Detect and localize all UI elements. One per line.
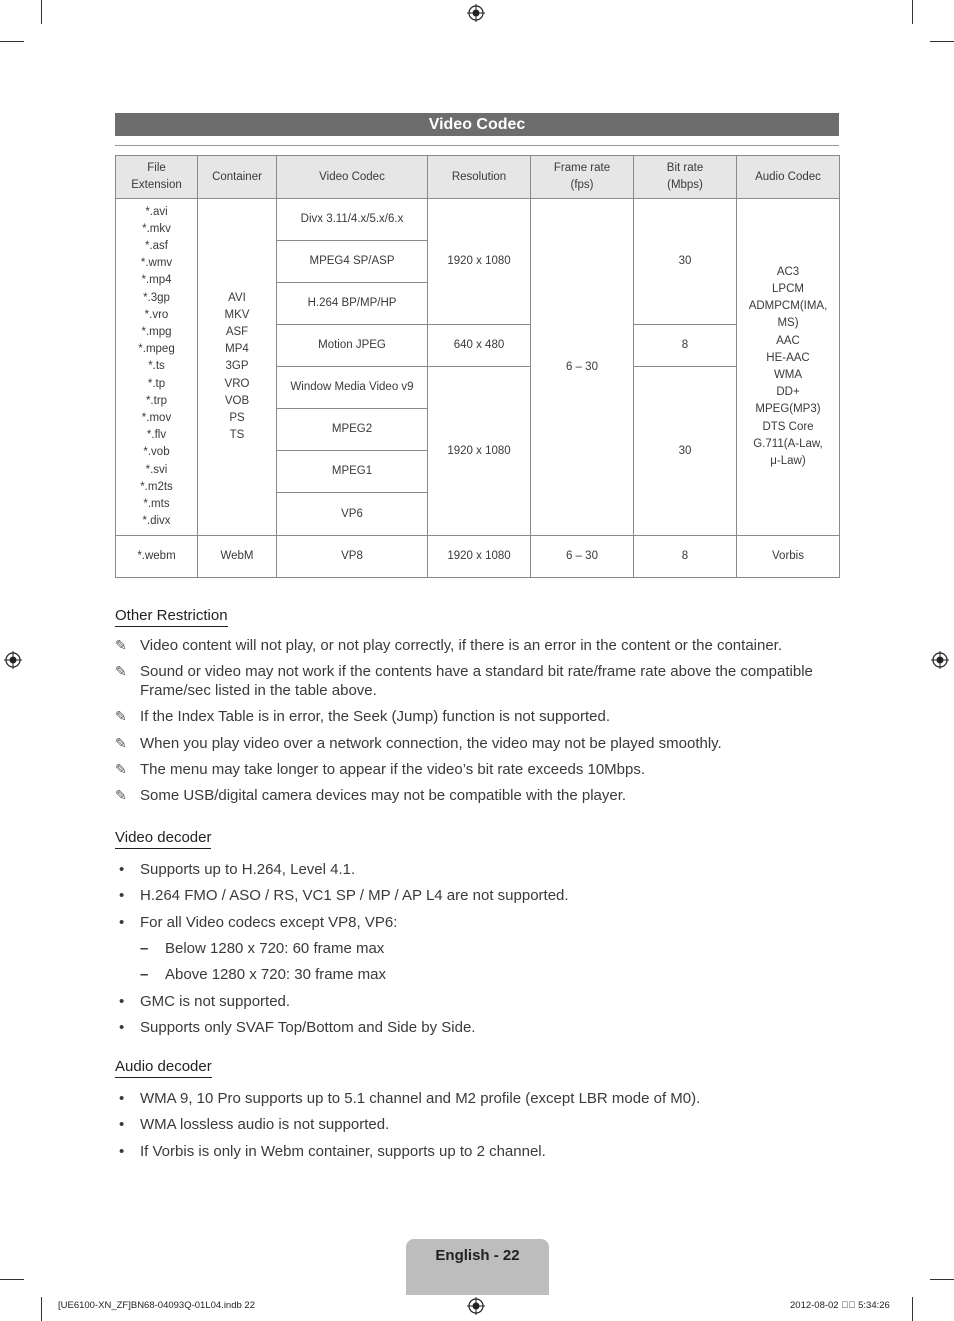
bullet-icon: • xyxy=(119,914,125,931)
header-file-extension: File Extension xyxy=(116,156,198,199)
table-row-webm xyxy=(116,536,840,578)
resolution-cell: 1920 x 1080 xyxy=(428,367,531,536)
codec-cell: Motion JPEG xyxy=(277,325,428,367)
crop-mark xyxy=(930,1279,954,1280)
bullet-icon: • xyxy=(119,1019,125,1036)
bullet-icon: • xyxy=(119,1116,125,1133)
header-bit-rate: Bit rate (Mbps) xyxy=(634,156,737,199)
containers-cell: AVI MKV ASF MP4 3GP VRO VOB PS TS xyxy=(198,199,277,536)
header-resolution: Resolution xyxy=(428,156,531,199)
header-frame-rate: Frame rate (fps) xyxy=(531,156,634,199)
other-restriction-heading: Other Restriction xyxy=(115,607,228,627)
codec-cell: H.264 BP/MP/HP xyxy=(277,283,428,325)
codec-cell: MPEG2 xyxy=(277,409,428,451)
container-cell: WebM xyxy=(198,536,277,578)
dash-icon: – xyxy=(140,966,149,983)
pencil-note-icon: ✎ xyxy=(115,787,127,803)
extensions-cell: *.avi *.mkv *.asf *.wmv *.mp4 *.3gp *.vro *.mpg *.mpeg *.ts *.tp *.trp *.mov *.flv *.vob *.svi *.m2ts *.mts *.divx xyxy=(116,199,198,536)
crop-mark xyxy=(930,41,954,42)
bit-rate-cell: 30 xyxy=(634,199,737,325)
bullet-icon: • xyxy=(119,887,125,904)
bullet-icon: • xyxy=(119,993,125,1010)
pencil-note-icon: ✎ xyxy=(115,637,127,653)
header-audio-codec: Audio Codec xyxy=(737,156,840,199)
extension-cell: *.webm xyxy=(116,536,198,578)
codec-cell: MPEG4 SP/ASP xyxy=(277,241,428,283)
bullet-icon: • xyxy=(119,1143,125,1160)
codec-cell: Divx 3.11/4.x/5.x/6.x xyxy=(277,199,428,241)
pencil-note-icon: ✎ xyxy=(115,708,127,724)
codec-cell: VP6 xyxy=(277,493,428,536)
codec-cell: VP8 xyxy=(277,536,428,578)
audio-codec-cell: Vorbis xyxy=(737,536,840,578)
frame-rate-cell: 6 – 30 xyxy=(531,199,634,536)
registration-mark-icon xyxy=(931,651,949,669)
registration-mark-icon xyxy=(467,1297,485,1315)
registration-mark-icon xyxy=(4,651,22,669)
footer-file-info: [UE6100-XN_ZF]BN68-04093Q-01L04.indb 22 xyxy=(58,1300,255,1311)
bit-rate-cell: 30 xyxy=(634,367,737,536)
header-container: Container xyxy=(198,156,277,199)
pencil-note-icon: ✎ xyxy=(115,761,127,777)
dash-icon: – xyxy=(140,940,149,957)
codec-cell: Window Media Video v9 xyxy=(277,367,428,409)
registration-mark-icon xyxy=(467,4,485,22)
table-header-row xyxy=(116,156,840,199)
pencil-note-icon: ✎ xyxy=(115,663,127,679)
crop-mark xyxy=(0,41,24,42)
crop-mark xyxy=(41,0,42,24)
audio-codec-cell: AC3 LPCM ADMPCM(IMA, MS) AAC HE-AAC WMA DD+ MPEG(MP3) DTS Core G.711(A-Law, μ-Law) xyxy=(737,199,840,536)
table-row xyxy=(116,199,840,241)
crop-mark xyxy=(0,1279,24,1280)
resolution-cell: 1920 x 1080 xyxy=(428,199,531,325)
audio-decoder-heading: Audio decoder xyxy=(115,1058,212,1078)
crop-mark xyxy=(912,1297,913,1321)
table-divider xyxy=(115,145,839,146)
section-title-bar: Video Codec xyxy=(115,113,839,136)
codec-cell: MPEG1 xyxy=(277,451,428,493)
footer-timestamp: 2012-08-02 ￿￿ 5:34:26 xyxy=(790,1300,890,1311)
page-number-tab: English - 22 xyxy=(406,1239,549,1295)
bullet-icon: • xyxy=(119,1090,125,1107)
header-video-codec: Video Codec xyxy=(277,156,428,199)
frame-rate-cell: 6 – 30 xyxy=(531,536,634,578)
pencil-note-icon: ✎ xyxy=(115,735,127,751)
resolution-cell: 640 x 480 xyxy=(428,325,531,367)
bullet-icon: • xyxy=(119,861,125,878)
video-decoder-heading: Video decoder xyxy=(115,829,211,849)
resolution-cell: 1920 x 1080 xyxy=(428,536,531,578)
crop-mark xyxy=(912,0,913,24)
bit-rate-cell: 8 xyxy=(634,536,737,578)
video-codec-table xyxy=(115,155,840,578)
crop-mark xyxy=(41,1297,42,1321)
bit-rate-cell: 8 xyxy=(634,325,737,367)
